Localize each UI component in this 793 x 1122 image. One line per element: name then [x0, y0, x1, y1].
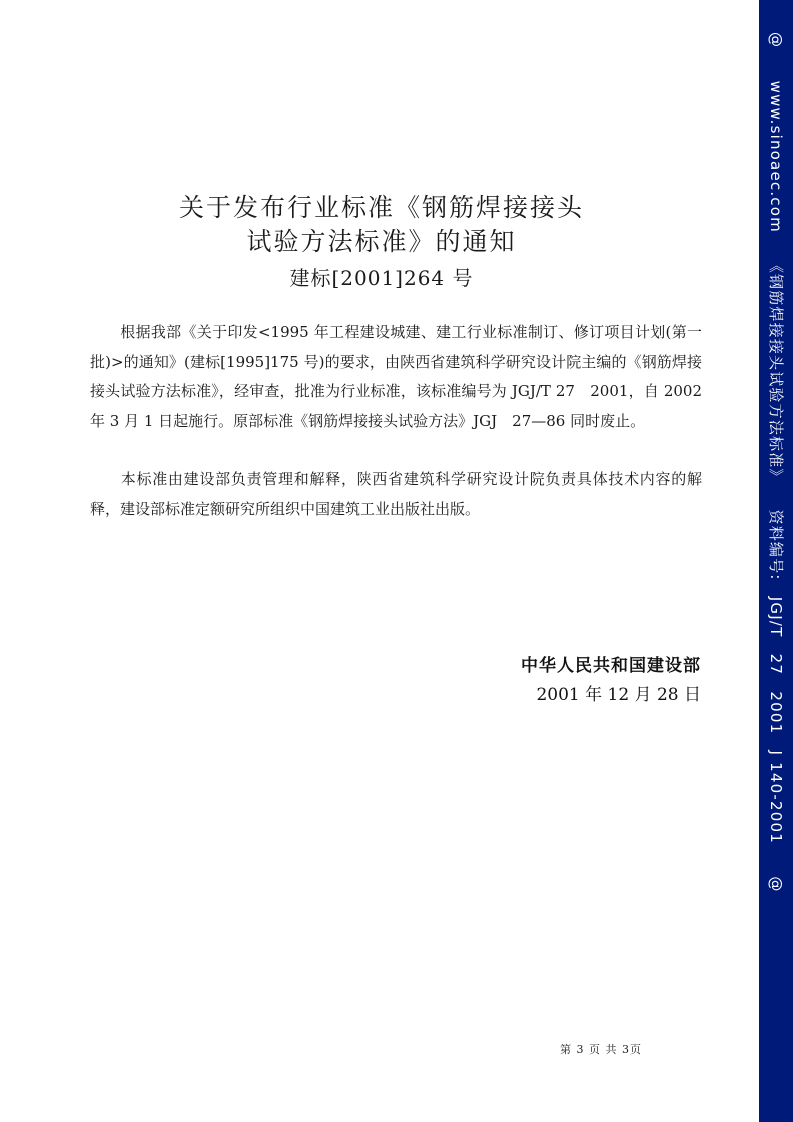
body-paragraph-2	[90, 465, 702, 524]
document-number: 建标[2001]264 号	[289, 266, 474, 290]
issue-date: 2001 年 12 月 28 日	[536, 685, 701, 705]
notice-title-line2: 试验方法标准》的通知	[246, 227, 517, 256]
page-number: 第 3 页 共 3页	[560, 1043, 642, 1056]
body-paragraph-2-text: 本标准由建设部负责管理和解释，陕西省建筑科学研究设计院负责具体技术内容的解释，建设部标准定额研究所组织中国建筑工业出版社出版。	[90, 470, 702, 518]
sidebar-banner	[759, 0, 793, 1122]
sidebar-banner-text: @ www.sinoaec.com 《钢筋焊接接头试验方法标准》 资料编号: JGJ/T 27 2001 J 140-2001 @	[767, 32, 785, 893]
body-paragraph-1-text: 根据我部《关于印发<1995 年工程建设城建、建工行业标准制订、修订项目计划(第一批)>的通知》(建标[1995]175 号)的要求，由陕西省建筑科学研究设计院主编的《钢筋焊接接头试验方法标准》，经审查，批准为行业标准，该标准编号为 JGJ/T 27 2001，自 2002 年 3 月 1 日起施行。原部标准《钢筋焊接接头试验方法》JGJ 27—86 同时废止。	[90, 323, 702, 430]
issuing-organization: 中华人民共和国建设部	[521, 656, 701, 676]
body-paragraph-1	[90, 318, 702, 436]
notice-title-line1: 关于发布行业标准《钢筋焊接接头	[178, 193, 584, 222]
